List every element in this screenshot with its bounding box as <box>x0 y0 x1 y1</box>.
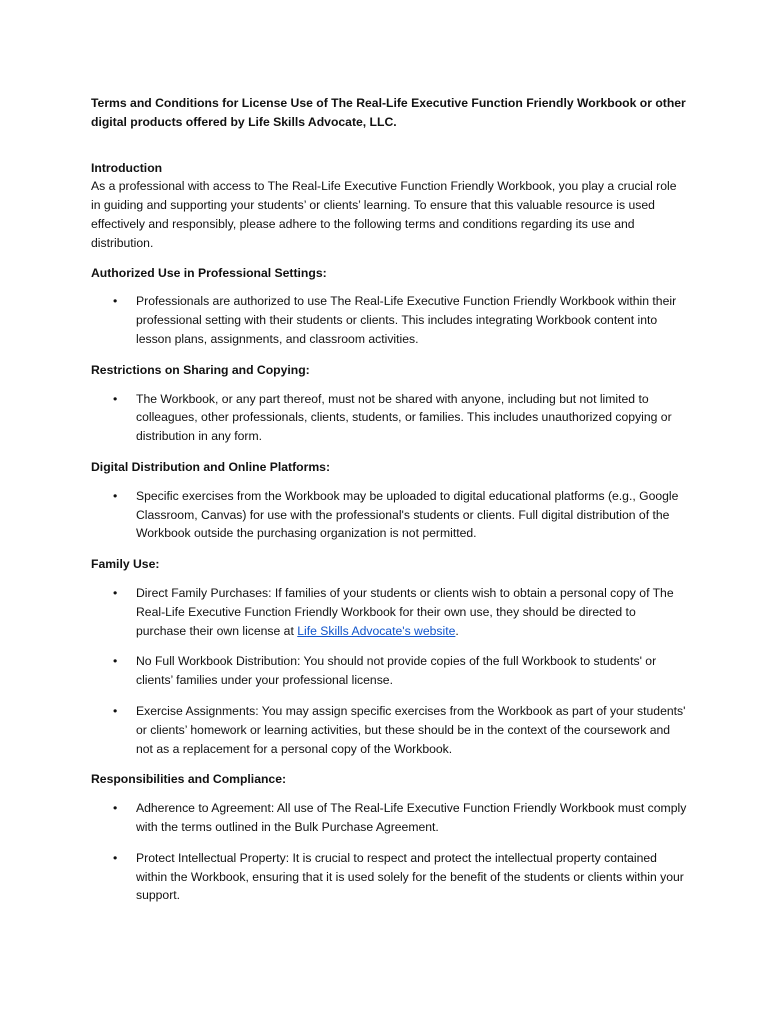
introduction-heading: Introduction <box>91 160 163 175</box>
list-item-text: Specific exercises from the Workbook may be uploaded to digital educational platforms (e.g., Google Classroom, Canvas) for use with the professional's students or clients. Full digital distribution of the Workbook outside the purchasing organization is not permitted. <box>136 488 679 541</box>
section-heading-responsibilities: Responsibilities and Compliance: <box>91 772 287 787</box>
list-item-text-after-link: . <box>455 623 459 638</box>
list-item <box>91 799 687 837</box>
bullet-icon: • <box>113 488 118 503</box>
section-heading-restrictions: Restrictions on Sharing and Copying: <box>91 362 310 377</box>
document-title: Terms and Conditions for License Use of The Real-Life Executive Function Friendly Workbook or other digital products offered by Life Skills Advocate, LLC. <box>91 96 686 129</box>
list-item-text: No Full Workbook Distribution: You should not provide copies of the full Workbook to students' or clients’ families under your professional license. <box>136 654 657 688</box>
list-item <box>91 584 687 640</box>
document-page <box>91 94 687 917</box>
authorized-use-list <box>91 292 687 348</box>
list-item <box>91 390 687 446</box>
bullet-icon: • <box>113 850 118 865</box>
section-heading-family-use: Family Use: <box>91 557 160 572</box>
list-item <box>91 702 687 758</box>
digital-distribution-list <box>91 487 687 543</box>
section-heading-authorized-use: Authorized Use in Professional Settings: <box>91 265 327 280</box>
life-skills-advocate-website-link[interactable]: Life Skills Advocate's website <box>297 623 456 638</box>
list-item-text: Professionals are authorized to use The Real-Life Executive Function Friendly Workbook within their professional setting with their students or clients. This includes integrating Workbook content into lesson plans, assignments, and classroom activities. <box>136 294 677 346</box>
list-item <box>91 849 687 905</box>
restrictions-list <box>91 390 687 446</box>
list-item-text: Adherence to Agreement: All use of The Real-Life Executive Function Friendly Workbook must comply with the terms outlined in the Bulk Purchase Agreement. <box>136 801 687 834</box>
list-item-text: The Workbook, or any part thereof, must not be shared with anyone, including but not limited to colleagues, other professionals, clients, students, or families. This includes unauthorized copying or distribution in any form. <box>136 391 672 444</box>
bullet-icon: • <box>113 801 118 816</box>
list-item <box>91 487 687 543</box>
list-item <box>91 652 687 690</box>
list-item-text-before-link: Direct Family Purchases: If families of your students or clients wish to obtain a personal copy of The Real-Life Executive Function Friendly Workbook for their own use, they should be directed to purchase their own license at <box>136 585 674 638</box>
bullet-icon: • <box>113 294 118 309</box>
responsibilities-list <box>91 799 687 905</box>
bullet-icon: • <box>113 585 118 600</box>
section-heading-digital-distribution: Digital Distribution and Online Platforms: <box>91 459 331 474</box>
bullet-icon: • <box>113 391 118 406</box>
family-use-list <box>91 584 687 758</box>
introduction-text: As a professional with access to The Real-Life Executive Function Friendly Workbook, you play a crucial role in guiding and supporting your students’ or clients’ learning. To ensure that this valuable resource is used effectively and responsibly, please adhere to the following terms and conditions regarding its use and distribution. <box>91 179 677 250</box>
list-item <box>91 292 687 348</box>
list-item-text: Exercise Assignments: You may assign specific exercises from the Workbook as part of your students' or clients’ homework or learning activities, but these should be in the context of the coursework and not as a replacement for a personal copy of the Workbook. <box>136 703 686 756</box>
list-item-text: Protect Intellectual Property: It is crucial to respect and protect the intellectual property contained within the Workbook, ensuring that it is used solely for the benefit of the students or clients within your support. <box>136 850 684 903</box>
bullet-icon: • <box>113 703 118 718</box>
list-item-text <box>136 586 674 638</box>
bullet-icon: • <box>113 654 118 669</box>
